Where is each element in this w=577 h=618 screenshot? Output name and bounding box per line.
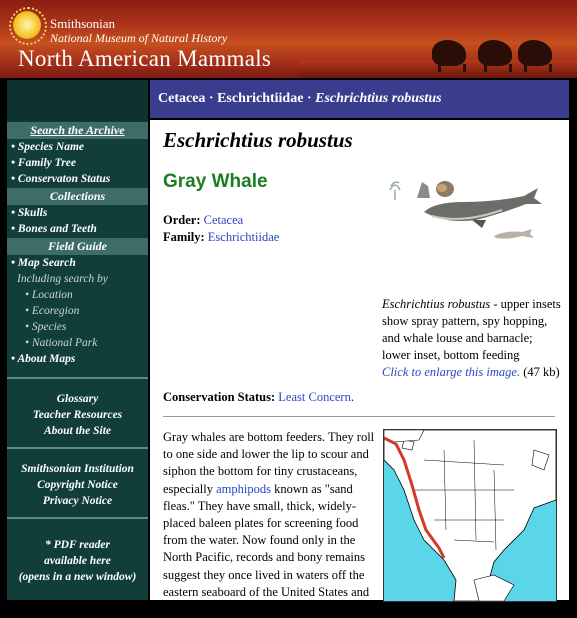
description-text-continued: known as "sand fleas." They have small, thick, widely-placed baleen plates for screening food from the water. Now found only in the North Pacific, records and bony remains suggest they once lived in waters off the eastern seaboard of the United States and across the Atlantic near England, Sweden,	[163, 481, 374, 617]
muskox-silhouette-icon	[478, 40, 512, 66]
nav-group-institution	[7, 447, 148, 509]
pdf-available-here[interactable]: available here	[44, 555, 111, 567]
collections-heading: Collections	[7, 188, 148, 205]
museum-name[interactable]: National Museum of Natural History	[50, 31, 228, 45]
family-label: Family:	[163, 230, 205, 244]
nav-copyright-notice[interactable]: Copyright Notice	[37, 479, 118, 491]
spy-hopping-icon	[417, 182, 430, 198]
north-america-landmass	[384, 430, 556, 601]
nav-about-maps[interactable]: • About Maps	[11, 353, 76, 365]
breadcrumb-order[interactable]: Cetacea	[158, 91, 206, 106]
field-guide-heading: Field Guide	[7, 238, 148, 255]
nav-group-resources	[7, 377, 148, 439]
spray-pattern-icon	[390, 182, 400, 200]
order-link[interactable]: Cetacea	[203, 213, 244, 227]
conservation-label: Conservation Status:	[163, 390, 276, 404]
nav-ecoregion: • Ecoregion	[25, 305, 80, 317]
caption-text: - upper insets show spray pattern, spy hopping, and whale louse and barnacle; lower inset, bottom feeding	[382, 297, 561, 362]
pdf-reader-note[interactable]: * PDF reader	[45, 539, 110, 551]
sidebar-nav	[7, 80, 148, 600]
including-search-label: Including search by	[17, 273, 108, 285]
header-banner	[0, 0, 577, 78]
breadcrumb-separator: ·	[205, 91, 218, 106]
nav-national-park: • National Park	[25, 337, 98, 349]
conservation-status: Conservation Status: Least Concern.	[163, 390, 354, 404]
smithsonian-sun-logo-icon[interactable]	[13, 11, 41, 39]
gray-whale-illustration[interactable]	[382, 176, 552, 246]
species-description	[163, 429, 375, 618]
nav-teacher-resources[interactable]: Teacher Resources	[32, 409, 123, 421]
main-content	[150, 120, 569, 617]
image-size: (47 kb)	[520, 365, 560, 379]
nav-about-site[interactable]: About the Site	[43, 425, 112, 437]
taxonomy-block	[163, 212, 279, 246]
muskox-silhouette-icon	[518, 40, 552, 66]
order-label: Order:	[163, 213, 201, 227]
conservation-link[interactable]: Least Concern	[278, 390, 351, 404]
page-title: Eschrichtius robustus	[163, 128, 353, 152]
nav-group-pdf	[7, 517, 148, 585]
search-archive-link[interactable]: Search the Archive	[7, 122, 148, 139]
bottom-feeding-icon	[494, 229, 534, 239]
nav-species: • Species	[25, 321, 67, 333]
amphipods-link[interactable]: amphipods	[216, 481, 271, 496]
enlarge-image-link[interactable]: Click to enlarge this image.	[382, 365, 521, 379]
divider	[163, 416, 555, 417]
nav-conservation-status[interactable]: • Conservaton Status	[11, 173, 111, 185]
nav-bones-teeth[interactable]: • Bones and Teeth	[11, 223, 97, 235]
nav-glossary[interactable]: Glossary	[56, 393, 99, 405]
org-name[interactable]: Smithsonian	[50, 16, 116, 31]
site-title[interactable]: North American Mammals	[18, 46, 272, 71]
nav-privacy-notice[interactable]: Privacy Notice	[42, 495, 113, 507]
nav-map-search[interactable]: • Map Search	[11, 257, 76, 269]
nav-smithsonian-institution[interactable]: Smithsonian Institution	[21, 463, 134, 475]
nav-skulls[interactable]: • Skulls	[11, 207, 48, 219]
image-caption	[382, 296, 562, 381]
description-text: Gray whales are bottom feeders. They roll to one side and lower the lip to scour and siphon the bottom for tiny crustaceans, especially	[163, 430, 375, 496]
breadcrumb	[150, 80, 569, 118]
breadcrumb-species: Eschrichtius robustus	[315, 91, 442, 106]
caption-species: Eschrichtius robustus	[382, 297, 491, 311]
breadcrumb-separator: ·	[303, 91, 316, 106]
range-map[interactable]	[383, 429, 557, 602]
sidebar-top-strip	[7, 80, 148, 121]
common-name-heading: Gray Whale	[163, 171, 268, 192]
family-link[interactable]: Eschrichtiidae	[207, 230, 280, 244]
muskox-silhouette-icon	[432, 40, 466, 66]
pdf-new-window-note[interactable]: (opens in a new window)	[18, 571, 137, 583]
nav-location: • Location	[25, 289, 73, 301]
breadcrumb-family[interactable]: Eschrichtiidae	[217, 91, 304, 106]
nav-family-tree[interactable]: • Family Tree	[11, 157, 76, 169]
whale-louse-icon	[436, 181, 454, 197]
nav-species-name[interactable]: • Species Name	[11, 141, 85, 153]
